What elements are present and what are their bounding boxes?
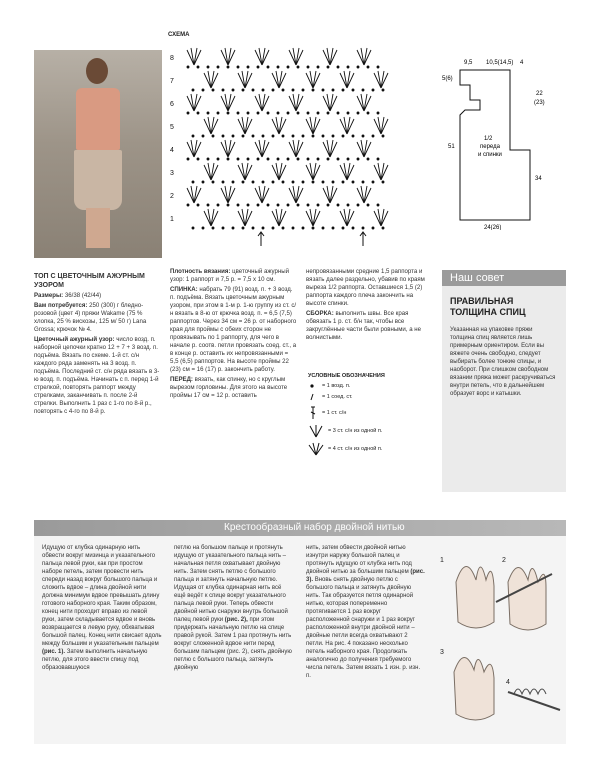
stitch-fan [340, 117, 354, 134]
chain-dot [197, 112, 199, 114]
chain-dot [367, 158, 369, 160]
stitch-fan [255, 94, 269, 111]
column-2 [170, 268, 298, 402]
stitch-fan [323, 186, 337, 203]
chain-dot [357, 158, 359, 160]
chain-dot [382, 135, 384, 137]
chain-dot [212, 135, 214, 137]
crochet-chart [166, 40, 394, 250]
chain-dot [267, 204, 269, 206]
stitch-fan [374, 117, 388, 134]
schematic-center-3: и спинки [478, 152, 502, 158]
chain-dot [297, 112, 299, 114]
chain-dot [247, 204, 249, 206]
chain-dot [212, 181, 214, 183]
chain-dot [382, 181, 384, 183]
chain-dot [192, 227, 194, 229]
four-dc-group-symbol-icon [308, 442, 324, 456]
chain-dot [252, 135, 254, 137]
chain-dot [337, 66, 339, 68]
chain-dot [352, 135, 354, 137]
legs [86, 208, 110, 248]
legend-item-3dc: = 3 ст. с/н из одной п. [308, 424, 382, 438]
chain-dot [332, 89, 334, 91]
chain-dot [242, 181, 244, 183]
legend-title: УСЛОВНЫЕ ОБОЗНАЧЕНИЯ [308, 373, 385, 379]
schematic-center-2: переда [480, 144, 500, 150]
chain-dot [302, 181, 304, 183]
technique-title: Крестообразный набор двойной нитью [34, 520, 566, 536]
chain-dot [207, 204, 209, 206]
chain-dot [202, 181, 204, 183]
chain-dot [347, 66, 349, 68]
chain-dot [362, 135, 364, 137]
chain-dot [217, 112, 219, 114]
assembly-value: выполнить швы. Все края обвязать 1 р. ст. б/н так, чтобы все закруглённые части были ровными, а не волнистыми. [306, 310, 422, 341]
front-value: вязать, как спинку, но с круглым вырезом горловины. Для этого на высоте проймы 17 см = 12 р. оставить [170, 376, 288, 399]
chain-dot [287, 158, 289, 160]
model-photo [34, 50, 162, 258]
technique-col-3: нить, затем обвести двойной нитью изнутри наружу большой палец и протянуть идущую от клубка нить под двойной нитью за большим пальцем (рис. 3). Вновь снять двойную петлю с большого пальца и затянуть двойную нить. Так образуется петля одинарной нитью, которая попеременно протягивается 1 раз вокруг расположенной снаружи и 1 раз вокруг расположенной внутри двойной нити – двойные петли всегда охватывают 2 петли. На рис. 4 показано несколько петель наборного края. Продолжать аналогично до получения требуемого числа петель. Затем вязать 1 изн. р. изн. п. [306, 545, 425, 679]
fig-label-2: 2 [502, 557, 506, 564]
stitch-fan [204, 117, 218, 134]
stitch-fan [374, 209, 388, 226]
chain-dot [337, 112, 339, 114]
chain-dot [242, 135, 244, 137]
stitch-fan [289, 48, 303, 65]
chain-dot [212, 89, 214, 91]
chain-dot [302, 135, 304, 137]
schematic-left-side: 51 [448, 144, 455, 150]
stitch-fan [238, 209, 252, 226]
chain-dot [197, 158, 199, 160]
chain-dot [327, 158, 329, 160]
chain-dot [187, 158, 189, 160]
chain-dot [222, 181, 224, 183]
chain-dot [317, 112, 319, 114]
chain-dot [317, 158, 319, 160]
hand-fig-1-icon [456, 566, 494, 628]
column-3-text: непровязанными средние 1,5 раппорта и вязать далее раздельно, убавив по краям выреза 1/2 раппорта. Оставшиеся 1,5 (2) раппорта каждого плеча закончить на высоте спинки. [306, 268, 425, 307]
chain-dot [262, 181, 264, 183]
stitch-fan [306, 163, 320, 180]
advice-text: Указанная на упаковке пряжи толщина спиц является лишь примерным ориентиром. Если вы вяжете очень свободно, следует выбирать более тонкие спицы, и наоборот. При слишком свободном вязании пряжа может раскручиваться внутри петель, что в дальнейшем образует ворс и катышки. [450, 327, 556, 397]
stitch-fan [255, 48, 269, 65]
chain-dot [327, 112, 329, 114]
stitch-fan [340, 163, 354, 180]
stitch-fan [323, 94, 337, 111]
chain-dot [187, 204, 189, 206]
legend-item-dc: = 1 ст. с/н [308, 406, 346, 420]
hand-fig-3-icon [454, 657, 494, 720]
chain-dot [262, 89, 264, 91]
row-number: 6 [170, 101, 174, 108]
advice-title: ПРАВИЛЬНАЯ ТОЛЩИНА СПИЦ [450, 296, 526, 317]
stitch-fan [187, 186, 201, 203]
density-label: Плотность вязания: [170, 268, 231, 275]
chain-dot [272, 135, 274, 137]
chain-dot [227, 66, 229, 68]
row-number: 4 [170, 147, 174, 154]
stitch-fan [323, 140, 337, 157]
chain-dot [287, 204, 289, 206]
garment-schematic [440, 50, 560, 230]
chain-dot [207, 66, 209, 68]
chain-dot [187, 112, 189, 114]
chain-dot [292, 135, 294, 137]
chain-dot [367, 66, 369, 68]
chain-dot [367, 204, 369, 206]
chain-dot [322, 89, 324, 91]
materials-label: Вам потребуется: [34, 302, 88, 309]
chain-dot [212, 227, 214, 229]
chain-dot [337, 158, 339, 160]
stitch-fan [272, 71, 286, 88]
model-figure [74, 58, 122, 248]
stitch-fan [255, 140, 269, 157]
chain-dot [217, 66, 219, 68]
chain-dot [252, 89, 254, 91]
stitch-fan [289, 186, 303, 203]
chain-dot [272, 227, 274, 229]
chain-dot [342, 227, 344, 229]
materials-value: 250 (300) г бледно-розовой (цвет 4) пряжи Wakame (75 % хлопка, 25 % вискозы, 125 м/ 50 г) Lana Grossa; крючок № 4. [34, 302, 147, 333]
stitch-fan [357, 94, 371, 111]
chain-dot [352, 89, 354, 91]
chain-dot [307, 204, 309, 206]
assembly-label: СБОРКА: [306, 310, 334, 317]
chain-dot [342, 181, 344, 183]
stitch-fan [357, 48, 371, 65]
front-label: ПЕРЕД: [170, 376, 193, 383]
chain-dot [257, 204, 259, 206]
chain-dot [227, 204, 229, 206]
column-3 [306, 268, 434, 344]
three-dc-group-symbol-icon [308, 424, 324, 438]
chain-dot [222, 89, 224, 91]
skirt [74, 150, 122, 210]
chain-dot [257, 112, 259, 114]
model-head [86, 58, 108, 84]
chain-dot [192, 135, 194, 137]
chain-dot [222, 135, 224, 137]
stitch-fan [221, 48, 235, 65]
stitch-fan [204, 209, 218, 226]
chain-dot [272, 89, 274, 91]
stitch-fan [306, 117, 320, 134]
chain-dot [192, 181, 194, 183]
stitch-fan [306, 71, 320, 88]
chain-dot [277, 204, 279, 206]
pattern-label: Цветочный ажурный узор: [34, 336, 115, 343]
row-number: 3 [170, 170, 174, 177]
stitch-fan [238, 71, 252, 88]
stitch-fan [221, 94, 235, 111]
stitch-fan [272, 117, 286, 134]
stitch-fan [187, 48, 201, 65]
chain-dot [202, 89, 204, 91]
knitted-top [76, 88, 120, 150]
advice-header: Наш совет [442, 270, 566, 286]
chain-dot [307, 158, 309, 160]
schematic-left-small: 5(6) [442, 76, 453, 82]
schematic-top-2: 10,5(14,5) [486, 60, 514, 66]
schematic-top-1: 9,5 [464, 60, 473, 66]
stitch-fan [306, 209, 320, 226]
chain-dot [232, 227, 234, 229]
rapport-arrow-right [360, 232, 366, 246]
chain-dot [352, 181, 354, 183]
chain-dot [337, 204, 339, 206]
rapport-arrow-left [258, 232, 264, 246]
chain-dot [272, 181, 274, 183]
stitch-fan [187, 140, 201, 157]
technique-illustrations [436, 542, 562, 738]
chain-dot [377, 204, 379, 206]
sizes-label: Размеры: [34, 292, 64, 299]
chain-dot [282, 227, 284, 229]
chain-dot [312, 227, 314, 229]
chain-dot [207, 112, 209, 114]
scheme-title: СХЕМА [168, 32, 190, 38]
chain-dot [297, 158, 299, 160]
chain-dot [357, 112, 359, 114]
stitch-fan [323, 48, 337, 65]
chain-dot [217, 158, 219, 160]
chain-dot [377, 112, 379, 114]
chain-dot [352, 227, 354, 229]
chain-dot [232, 135, 234, 137]
technique-col-2: петлю на большом пальце и протянуть идущую от указательного пальца нить – начальная петля охватывает двойную нить. Затем снять петлю с большого пальца и затянуть начальную петлю. Идущая от клубка одинарная нить всё ещё ведёт к спице вокруг указательного пальца левой руки. Теперь обвести двойной нитью снаружи внутрь большой палец левой руки (рис. 2), при этом придержать начальную петлю на спице правой рукой. Затем 1 раз протянуть нить вокруг сложенной вдвое нити перед большим пальцем (рис. 2), снять двойную петлю с большого пальца, затянуть двойную [174, 545, 292, 671]
chain-dot [297, 204, 299, 206]
chain-dot [247, 112, 249, 114]
chain-dot [227, 158, 229, 160]
chain-dot [197, 204, 199, 206]
sizes-value: 36/38 (42/44) [64, 292, 102, 299]
chain-dot [252, 181, 254, 183]
row-number: 5 [170, 124, 174, 131]
chain-dot [307, 112, 309, 114]
chain-dot [257, 158, 259, 160]
stitch-fan [289, 140, 303, 157]
stitch-fan [204, 71, 218, 88]
stitch-fan [238, 163, 252, 180]
technique-section [34, 520, 566, 744]
row-number: 8 [170, 55, 174, 62]
stitch-fan [289, 94, 303, 111]
chain-dot [372, 89, 374, 91]
chain-dot [277, 66, 279, 68]
stitch-fan [340, 209, 354, 226]
chain-dot [287, 112, 289, 114]
chain-dot [257, 66, 259, 68]
back-value: набрать 79 (91) возд. п. + 3 возд. п. подъёма. Вязать цветочным ажурным узором, при этом в 1-м р. 1-ю группу из ст. с/н вязать в 8-ю от крючка возд. п. = 6,5 (7,5) раппортов. Через 34 см = 26 р. от наборного края для проймы с обеих сторон не провязывать по 1 раппорту, для чего в начале р. соотв. петли провязать соед. ст., а в конце р. оставить их непровязанными = 5,5 (6,5) раппортов. На высоте проймы 22 (23) см = 16 (17) р. закончить работу. [170, 286, 297, 373]
chain-dot [222, 227, 224, 229]
chain-dot [197, 66, 199, 68]
density-value: цветочный ажурный узор: 1 раппорт и 7,5 р. = 7,5 х 10 см. [170, 268, 290, 283]
chain-dot [342, 89, 344, 91]
chain-dot [317, 204, 319, 206]
advice-box [442, 270, 566, 492]
chain-dot [192, 89, 194, 91]
back-label: СПИНКА: [170, 286, 198, 293]
schematic-top-3: 4 [520, 60, 524, 66]
chain-dot [322, 227, 324, 229]
hand-fig-2-icon [508, 567, 546, 630]
chain-dot [377, 66, 379, 68]
row-number: 2 [170, 193, 174, 200]
fig-label-1: 1 [440, 557, 444, 564]
stitch-fan [374, 71, 388, 88]
schematic-bottom: 24(26) [484, 225, 502, 230]
legend-item-slip: = 1 соед. ст. [308, 393, 353, 401]
chain-dot [217, 204, 219, 206]
chain-dot [202, 227, 204, 229]
chain-dot [237, 66, 239, 68]
stitch-fan [221, 186, 235, 203]
chain-dot [362, 227, 364, 229]
chain-dot [232, 181, 234, 183]
chain-dot [252, 227, 254, 229]
chain-dot [247, 66, 249, 68]
chain-dot [372, 135, 374, 137]
chain-dot [332, 135, 334, 137]
chain-dot [312, 89, 314, 91]
chain-dot [372, 181, 374, 183]
chain-dot [267, 112, 269, 114]
chain-dot [292, 89, 294, 91]
chain-dot [312, 181, 314, 183]
technique-col-1: Идущую от клубка одинарную нить обвести вокруг мизинца и указательного пальца левой руки, как при простом наборе петель, затем провести нить спереди назад вокруг большого пальца и сложить вдвое – длина двойной нити должна минимум вдвое превышать длину готового наборного края. Таким образом, конец нити проходит вправо из левой руки, затем складывается вдвое и вновь возвращается в левую руку, обхватывая большой палец. Конец нити свисает вдоль между большим и указательным пальцем (рис. 1). Затем выполнить начальную петлю, для этого ввести спицу под образовавшуюся [42, 545, 162, 671]
stitch-fan [255, 186, 269, 203]
stitch-fan [357, 186, 371, 203]
legend-item-4dc: = 4 ст. с/н из одной п. [308, 442, 382, 456]
chain-dot [242, 89, 244, 91]
chain-dot [382, 89, 384, 91]
chain-dot [347, 112, 349, 114]
stitch-fan [204, 163, 218, 180]
chain-dot [282, 135, 284, 137]
chain-dot [382, 227, 384, 229]
fig-label-4: 4 [506, 679, 510, 686]
stitch-fan [374, 163, 388, 180]
chain-dot [277, 158, 279, 160]
chain-dot [237, 204, 239, 206]
schematic-right-upper-2: (23) [534, 100, 545, 106]
column-1 [34, 272, 162, 418]
legend-item-chain: = 1 возд. п. [308, 382, 350, 390]
chain-dot [312, 135, 314, 137]
chain-dot [187, 66, 189, 68]
chain-dot [332, 227, 334, 229]
project-title: ТОП С ЦВЕТОЧНЫМ АЖУРНЫМ УЗОРОМ [34, 273, 145, 289]
chain-dot [332, 181, 334, 183]
chain-dot [267, 66, 269, 68]
chain-dot [347, 158, 349, 160]
chain-dot [262, 227, 264, 229]
chain-dot [327, 66, 329, 68]
chain-dot [232, 89, 234, 91]
schematic-center-1: 1/2 [484, 136, 493, 142]
chain-dot [307, 66, 309, 68]
chain-dot [342, 135, 344, 137]
stitch-fan [221, 140, 235, 157]
chain-dot [277, 112, 279, 114]
schematic-right-upper-1: 22 [536, 91, 543, 97]
row-number: 7 [170, 78, 174, 85]
stitch-fan [340, 71, 354, 88]
chain-dot [327, 204, 329, 206]
chain-dot [292, 181, 294, 183]
stitch-fan [272, 163, 286, 180]
chain-dot [322, 135, 324, 137]
stitch-fan [357, 140, 371, 157]
chain-dot [237, 158, 239, 160]
chain-dot [372, 227, 374, 229]
chain-dot [242, 227, 244, 229]
chain-dot [302, 227, 304, 229]
chain-dot [362, 89, 364, 91]
stitch-fan [238, 117, 252, 134]
stitch-fan [187, 94, 201, 111]
chain-dot [207, 158, 209, 160]
chain-dot [292, 227, 294, 229]
fig-label-3: 3 [440, 649, 444, 656]
chain-dot [247, 158, 249, 160]
chain-dot [317, 66, 319, 68]
chain-dot [302, 89, 304, 91]
chain-dot [347, 204, 349, 206]
chain-dot [357, 204, 359, 206]
chain-dot [282, 89, 284, 91]
chain-dot [322, 181, 324, 183]
chain-dot [237, 112, 239, 114]
chain-dot [367, 112, 369, 114]
schematic-right-lower: 34 [535, 176, 542, 182]
chain-dot [282, 181, 284, 183]
chain-dot [287, 66, 289, 68]
chain-dot [227, 112, 229, 114]
chain-dot [377, 158, 379, 160]
chain-dot [362, 181, 364, 183]
row-number: 1 [170, 216, 174, 223]
cast-on-needle-icon [508, 692, 560, 710]
chain-dot [297, 66, 299, 68]
stitch-fan [272, 209, 286, 226]
double-crochet-symbol-icon [308, 406, 318, 420]
chain-dot [357, 66, 359, 68]
pattern-value: число возд. п. наборной цепочки кратно 12 + 7 + 3 возд. п. подъёма. Вязать по схеме. 1-й ст. с/н каждого ряда заменять на 3 возд. п. подъёма. Последний ст. с/н ряда вязать в 3-ю возд. п. подъёма. Начинать с п. перед 1-й стрелкой, повторять раппорт между стрелками, заканчивать п. после 2-й стрелки. Выполнить 1 раз с 1-го по 8-й р., повторять с 4-го по 8-й р. [34, 336, 160, 415]
chain-dot [202, 135, 204, 137]
chain-dot [262, 135, 264, 137]
chain-symbol-icon [308, 382, 318, 390]
slip-stitch-symbol-icon [308, 393, 318, 401]
chain-dot [267, 158, 269, 160]
